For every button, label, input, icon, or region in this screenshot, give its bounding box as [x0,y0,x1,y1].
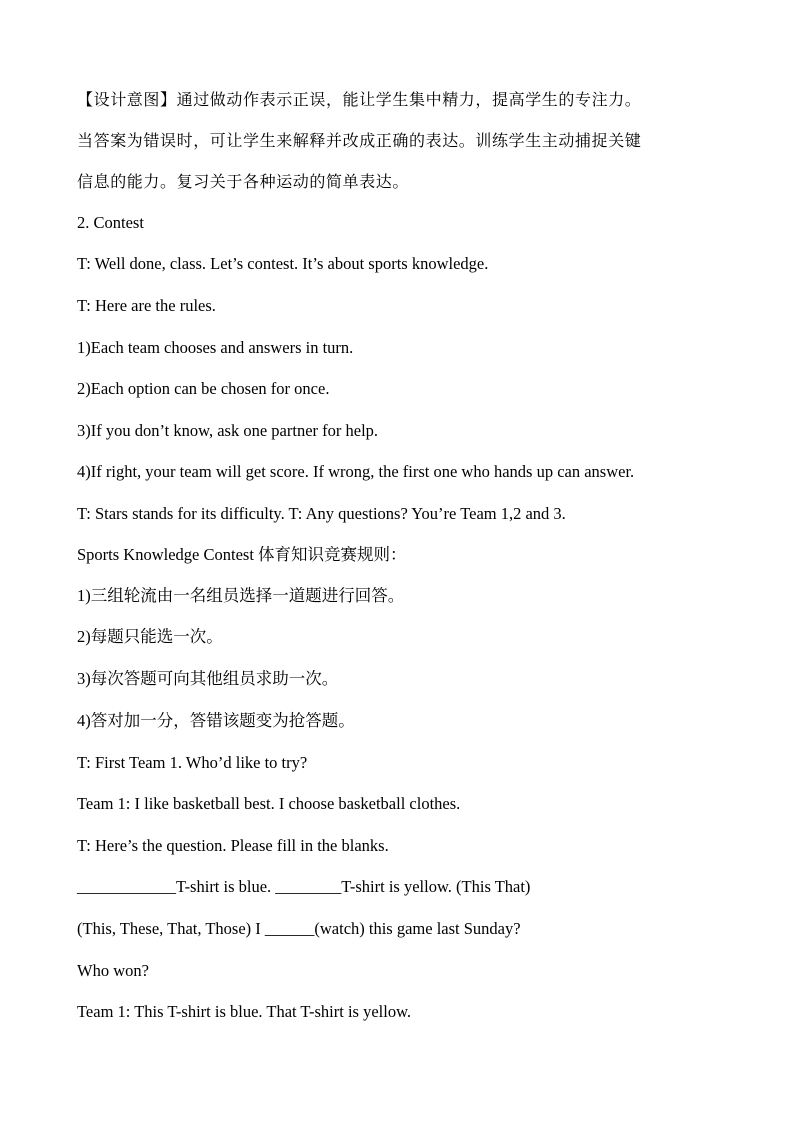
cn-rule-4: 4)答对加一分，答错该题变为抢答题。 [77,711,355,730]
team-1-answer: Team 1: This T-shirt is blue. That T-shirt is yellow. [77,1002,412,1021]
cn-rule-2: 2)每题只能选一次。 [77,627,223,646]
cn-rule-3: 3)每次答题可向其他组员求助一次。 [77,669,339,688]
rule-1: 1)Each team chooses and answers in turn. [77,338,354,357]
teacher-line-contest: T: Well done, class. Let’s contest. It’s about sports knowledge. [77,254,489,273]
teacher-line-question: T: Here’s the question. Please fill in the blanks. [77,836,389,855]
fill-blank-question-2: (This, These, That, Those) I ______(watch) this game last Sunday? [77,919,521,938]
rule-4: 4)If right, your team will get score. If wrong, the first one who hands up can answer. [77,462,635,481]
rule-3: 3)If you don’t know, ask one partner for help. [77,421,379,440]
section-heading-contest: 2. Contest [77,213,144,232]
contest-rules-heading: Sports Knowledge Contest 体育知识竞赛规则： [77,545,407,564]
design-intent-line-1: 【设计意图】通过做动作表示正误，能让学生集中精力，提高学生的专注力。 [77,90,642,109]
teacher-line-stars: T: Stars stands for its difficulty. T: Any questions? You’re Team 1,2 and 3. [77,504,566,523]
rule-2: 2)Each option can be chosen for once. [77,379,330,398]
cn-rule-1: 1)三组轮流由一名组员选择一道题进行回答。 [77,586,405,605]
fill-blank-question-3: Who won? [77,961,149,980]
teacher-line-team-1: T: First Team 1. Who’d like to try? [77,753,308,772]
teacher-line-rules: T: Here are the rules. [77,296,216,315]
team-1-choice: Team 1: I like basketball best. I choose basketball clothes. [77,794,461,813]
design-intent-line-3: 信息的能力。复习关于各种运动的简单表达。 [77,172,410,191]
design-intent-line-2: 当答案为错误时，可让学生来解释并改成正确的表达。训练学生主动捕捉关键 [77,131,642,150]
fill-blank-question-1: ____________T-shirt is blue. ________T-shirt is yellow. (This That) [77,877,531,896]
